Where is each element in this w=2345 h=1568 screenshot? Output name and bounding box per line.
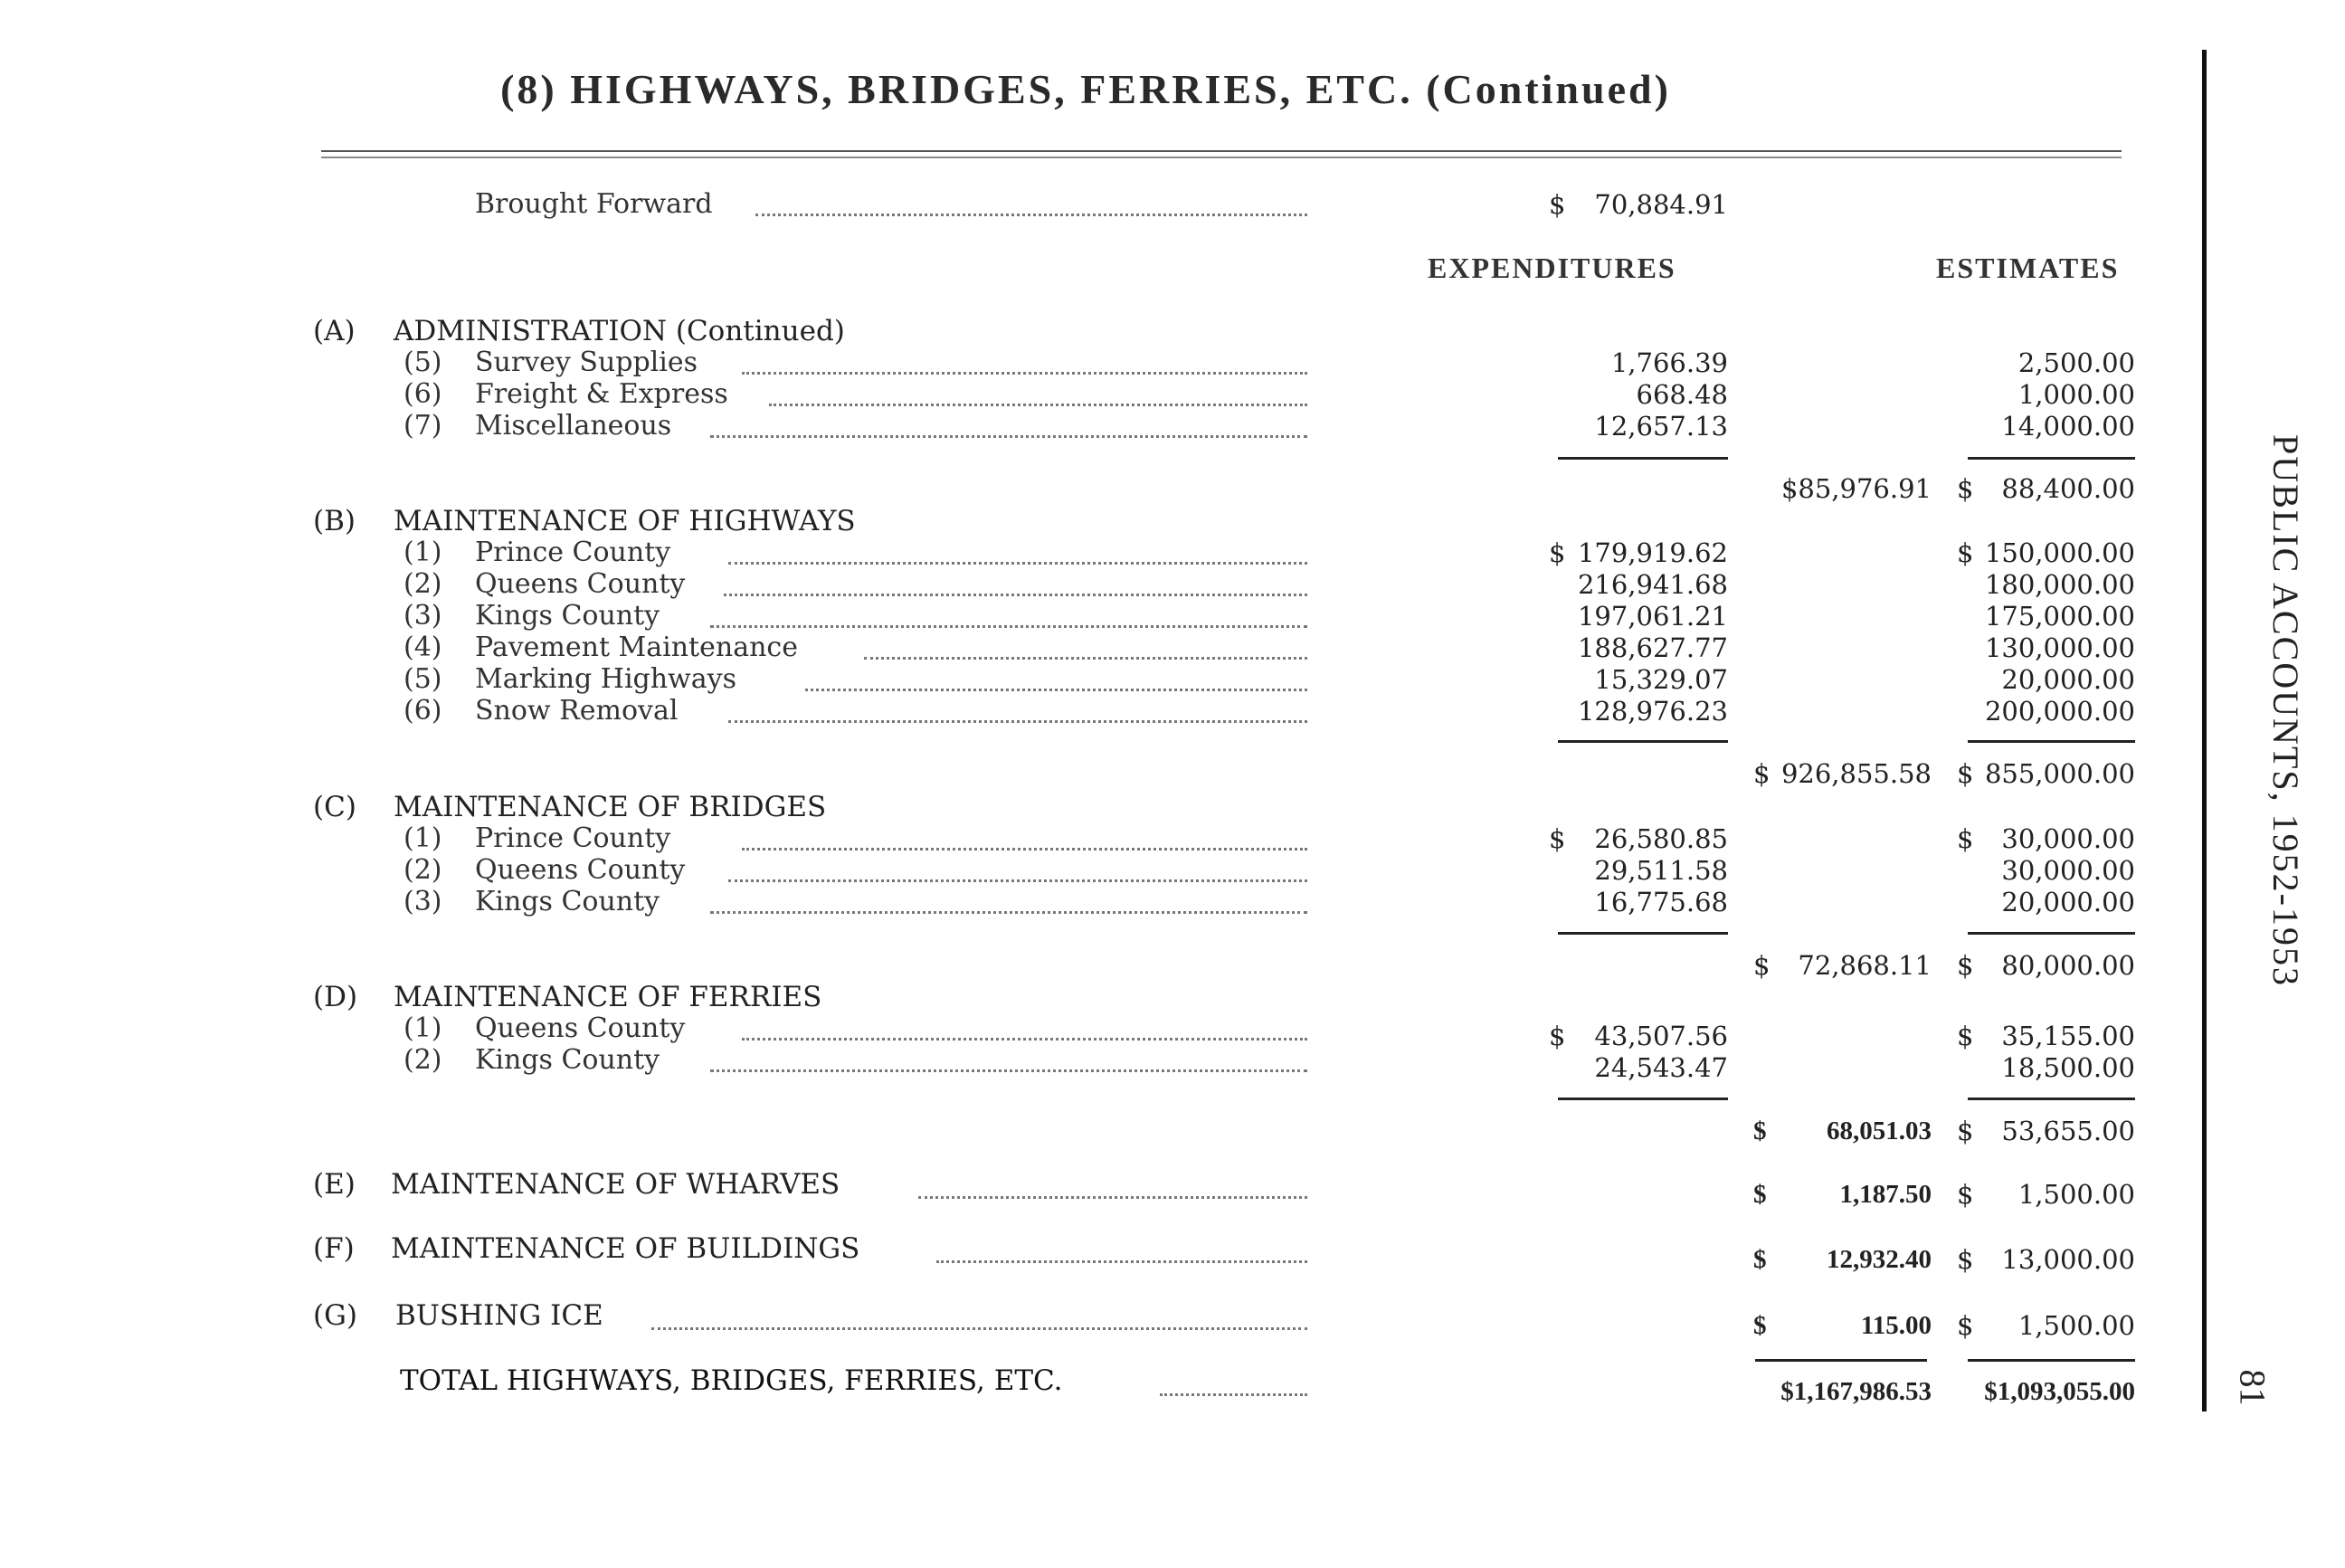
sum-rule <box>1558 457 1728 460</box>
dollar-sign: $ <box>1957 537 1974 568</box>
dollar-sign: $ <box>1957 1116 1974 1146</box>
leader-dots <box>710 1066 1307 1072</box>
item-expenditure: 26,580.85 <box>1594 823 1728 854</box>
item-number: (3) <box>403 886 442 917</box>
dollar-sign: $ <box>1753 1245 1767 1274</box>
sum-rule <box>1558 740 1728 743</box>
sum-rule <box>1968 740 2135 743</box>
item-label: Pavement Maintenance <box>475 632 798 663</box>
item-expenditure: 15,329.07 <box>1594 664 1728 695</box>
leader-dots <box>742 368 1307 375</box>
item-estimate: 130,000.00 <box>1984 632 2135 663</box>
page-number: 81 <box>2232 1369 2274 1406</box>
section-title: MAINTENANCE OF BUILDINGS <box>391 1232 860 1265</box>
item-expenditure: 43,507.56 <box>1594 1021 1728 1051</box>
item-estimate: 14,000.00 <box>2001 411 2135 442</box>
dollar-sign: $ <box>1957 1179 1974 1210</box>
item-number: (1) <box>403 537 442 568</box>
item-estimate: 20,000.00 <box>2001 887 2135 917</box>
item-number: (1) <box>403 1012 442 1044</box>
sum-rule <box>1558 1098 1728 1100</box>
leader-dots <box>936 1257 1307 1263</box>
dollar-sign: $ <box>1753 1117 1767 1145</box>
item-estimate: 18,500.00 <box>2001 1052 2135 1083</box>
section-estimate-total: 53,655.00 <box>2001 1116 2135 1146</box>
item-number: (6) <box>403 695 442 727</box>
section-subtotal: $85,976.91 <box>1780 473 1932 504</box>
total-expenditure: $1,167,986.53 <box>1780 1377 1932 1406</box>
section-estimate-total: 1,500.00 <box>2017 1310 2135 1341</box>
leader-dots <box>728 717 1307 723</box>
section-subtotal: 115.00 <box>1860 1311 1932 1340</box>
item-estimate: 30,000.00 <box>2001 855 2135 886</box>
section-estimate-total: 13,000.00 <box>2001 1244 2135 1275</box>
item-label: Snow Removal <box>475 695 679 727</box>
dollar-sign: $ <box>1549 1021 1566 1051</box>
leader-dots <box>769 400 1307 406</box>
sum-rule <box>1968 1098 2135 1100</box>
dollar-sign: $ <box>1957 1310 1974 1341</box>
item-number: (1) <box>403 822 442 854</box>
dollar-sign: $ <box>1753 1180 1767 1209</box>
item-estimate: 30,000.00 <box>2001 823 2135 854</box>
leader-dots <box>710 432 1307 438</box>
item-number: (2) <box>403 1044 442 1076</box>
item-expenditure: 128,976.23 <box>1577 696 1728 727</box>
item-estimate: 1,000.00 <box>2017 379 2135 410</box>
section-estimate-total: 855,000.00 <box>1984 758 2135 789</box>
sum-rule <box>1558 932 1728 935</box>
item-estimate: 150,000.00 <box>1984 537 2135 568</box>
item-label: Queens County <box>475 1012 686 1044</box>
leader-dots <box>724 590 1307 596</box>
item-label: Prince County <box>475 822 671 854</box>
item-estimate: 175,000.00 <box>1984 601 2135 632</box>
header-rule-top <box>321 150 2122 152</box>
section-letter: (E) <box>313 1168 356 1201</box>
dollar-sign: $ <box>1957 1021 1974 1051</box>
item-label: Prince County <box>475 537 671 568</box>
item-number: (5) <box>403 663 442 695</box>
item-estimate: 180,000.00 <box>1984 569 2135 600</box>
item-number: (4) <box>403 632 442 663</box>
dollar-sign: $ <box>1957 473 1974 504</box>
section-letter: (G) <box>313 1299 357 1332</box>
leader-dots <box>742 1034 1307 1041</box>
leader-dots <box>755 210 1307 216</box>
leader-dots <box>864 653 1307 660</box>
leader-dots <box>710 908 1307 914</box>
brought-forward-label: Brought Forward <box>475 188 713 220</box>
column-header-expenditures: EXPENDITURES <box>1428 252 1676 284</box>
item-number: (3) <box>403 600 442 632</box>
item-estimate: 200,000.00 <box>1984 696 2135 727</box>
item-number: (2) <box>403 568 442 600</box>
item-number: (7) <box>403 410 442 442</box>
item-label: Survey Supplies <box>475 347 698 378</box>
side-running-title: PUBLIC ACCOUNTS, 1952-1953 <box>2265 434 2306 987</box>
item-expenditure: 16,775.68 <box>1594 887 1728 917</box>
page-title: (8) HIGHWAYS, BRIDGES, FERRIES, ETC. (Continued) <box>500 66 1671 112</box>
item-expenditure: 216,941.68 <box>1577 569 1728 600</box>
section-subtotal: 12,932.40 <box>1827 1245 1932 1274</box>
section-subtotal: 926,855.58 <box>1780 758 1932 789</box>
item-label: Queens County <box>475 568 686 600</box>
section-letter: (B) <box>313 505 356 537</box>
section-subtotal: 68,051.03 <box>1827 1117 1932 1145</box>
dollar-sign: $ <box>1957 823 1974 854</box>
section-title: BUSHING ICE <box>395 1299 603 1332</box>
leader-dots <box>710 622 1307 628</box>
leader-dots <box>728 558 1307 565</box>
item-expenditure: 179,919.62 <box>1577 537 1728 568</box>
item-estimate: 20,000.00 <box>2001 664 2135 695</box>
section-title: MAINTENANCE OF FERRIES <box>394 981 822 1013</box>
item-expenditure: 29,511.58 <box>1594 855 1728 886</box>
column-header-estimates: ESTIMATES <box>1936 252 2120 284</box>
item-number: (2) <box>403 854 442 886</box>
brought-forward-amount: 70,884.91 <box>1594 189 1728 220</box>
total-estimate: $1,093,055.00 <box>1984 1377 2135 1406</box>
sum-rule <box>1968 1359 2135 1362</box>
leader-dots <box>805 685 1307 691</box>
dollar-sign: $ <box>1957 758 1974 789</box>
section-letter: (A) <box>313 315 356 347</box>
section-estimate-total: 1,500.00 <box>2017 1179 2135 1210</box>
item-label: Kings County <box>475 886 660 917</box>
sum-rule <box>1968 457 2135 460</box>
item-estimate: 2,500.00 <box>2017 347 2135 378</box>
dollar-sign: $ <box>1753 758 1771 789</box>
item-label: Kings County <box>475 600 660 632</box>
section-subtotal: 1,187.50 <box>1839 1180 1932 1209</box>
sum-rule <box>1755 1359 1927 1362</box>
section-letter: (F) <box>313 1232 355 1265</box>
item-label: Marking Highways <box>475 663 736 695</box>
item-label: Freight & Express <box>475 378 728 410</box>
leader-dots <box>651 1324 1307 1330</box>
section-letter: (C) <box>313 791 356 823</box>
item-expenditure: 24,543.47 <box>1594 1052 1728 1083</box>
section-estimate-total: 80,000.00 <box>2001 950 2135 981</box>
dollar-sign: $ <box>1957 950 1974 981</box>
section-title: ADMINISTRATION (Continued) <box>394 315 845 347</box>
margin-vertical-rule <box>2202 50 2207 1411</box>
item-number: (5) <box>403 347 442 378</box>
dollar-sign: $ <box>1957 1244 1974 1275</box>
item-expenditure: 188,627.77 <box>1577 632 1728 663</box>
item-label: Miscellaneous <box>475 410 672 442</box>
header-rule-bottom <box>321 157 2122 158</box>
leader-dots <box>728 876 1307 882</box>
section-subtotal: 72,868.11 <box>1798 950 1932 981</box>
item-number: (6) <box>403 378 442 410</box>
section-letter: (D) <box>313 981 358 1013</box>
leader-dots <box>918 1193 1307 1199</box>
dollar-sign: $ <box>1549 823 1566 854</box>
section-title: MAINTENANCE OF HIGHWAYS <box>394 505 856 537</box>
item-expenditure: 668.48 <box>1636 379 1728 410</box>
section-title: MAINTENANCE OF WHARVES <box>391 1168 840 1201</box>
item-expenditure: 1,766.39 <box>1610 347 1728 378</box>
total-label: TOTAL HIGHWAYS, BRIDGES, FERRIES, ETC. <box>400 1364 1063 1397</box>
section-title: MAINTENANCE OF BRIDGES <box>394 791 827 823</box>
brought-forward-dollar: $ <box>1549 189 1566 220</box>
sum-rule <box>1968 932 2135 935</box>
section-estimate-total: 88,400.00 <box>2001 473 2135 504</box>
item-estimate: 35,155.00 <box>2001 1021 2135 1051</box>
leader-dots <box>742 844 1307 851</box>
item-expenditure: 197,061.21 <box>1577 601 1728 632</box>
dollar-sign: $ <box>1753 1311 1767 1340</box>
item-label: Queens County <box>475 854 686 886</box>
dollar-sign: $ <box>1549 537 1566 568</box>
dollar-sign: $ <box>1753 950 1771 981</box>
item-label: Kings County <box>475 1044 660 1076</box>
item-expenditure: 12,657.13 <box>1594 411 1728 442</box>
leader-dots <box>1160 1390 1307 1396</box>
